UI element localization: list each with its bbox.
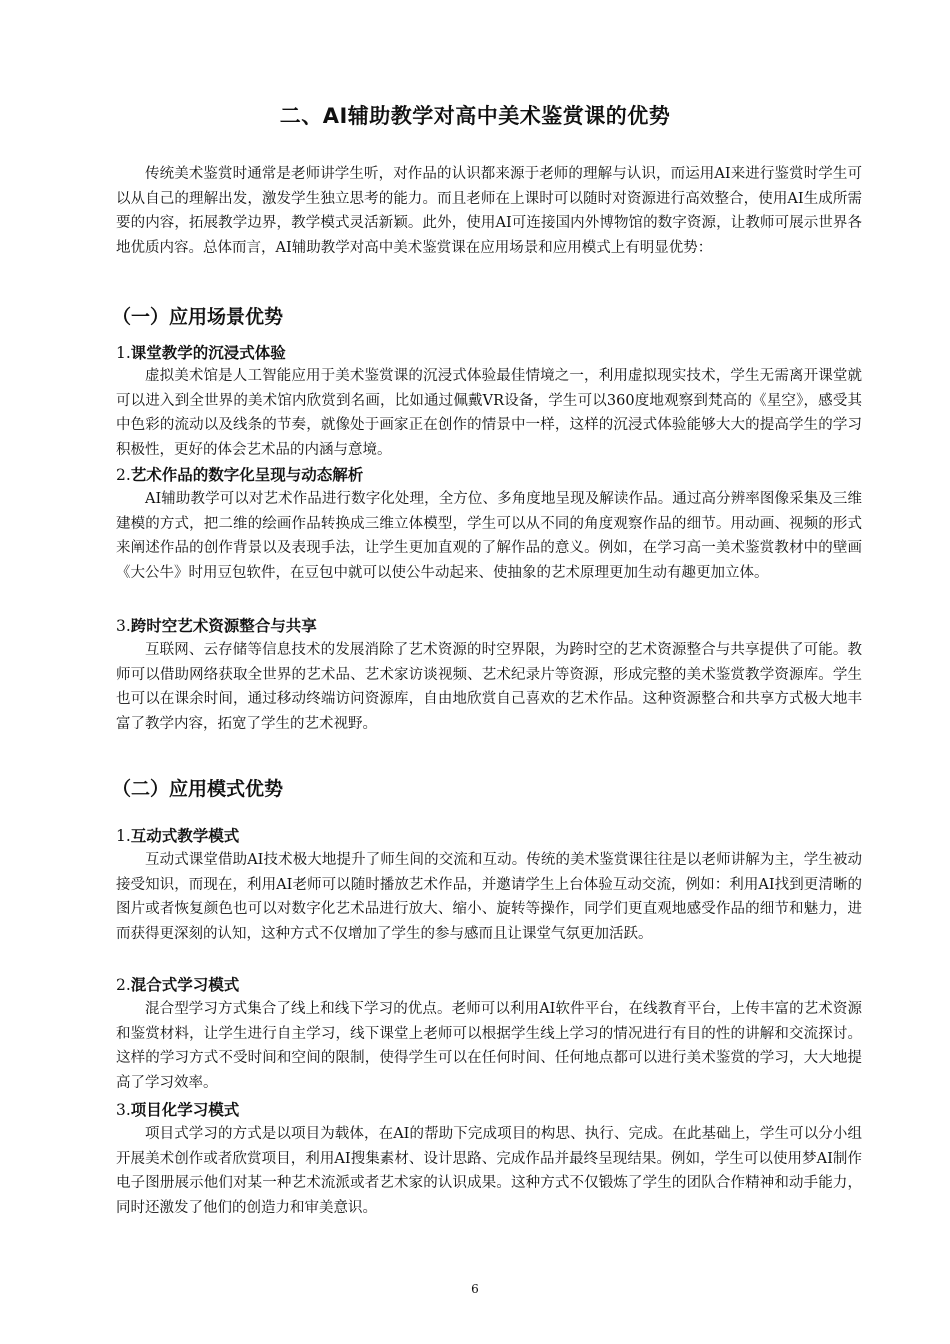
section2-heading: （二）应用模式优势 [112, 778, 284, 800]
item-title: 项目化学习模式 [130, 1101, 240, 1119]
section1-heading: （一）应用场景优势 [112, 306, 284, 328]
item-number: 3. [116, 617, 131, 635]
intro-paragraph: 传统美术鉴赏时通常是老师讲学生听，对作品的认识都来源于老师的理解与认识，而运用AI来进行鉴赏时学生可以从自己的理解出发，激发学生独立思考的能力。而且老师在上课时可以随时对资源进行高效整合，使用AI生成所需要的内容，拓展教学边界，教学模式灵活新颖。此外，使用AI可连接国内外博物馆的数字资源，让教师可展示世界各地优质内容。总体而言，AI辅助教学对高中美术鉴赏课在应用场景和应用模式上有明显优势： [116, 166, 862, 256]
item-title: 跨时空艺术资源整合与共享 [130, 617, 317, 635]
item-title: 混合式学习模式 [130, 976, 240, 994]
section1-item3-heading [116, 614, 317, 636]
item-number: 3. [116, 1101, 131, 1119]
section2-item1-body: 互动式课堂借助AI技术极大地提升了师生间的交流和互动。传统的美术鉴赏课往往是以老师讲解为主，学生被动接受知识，而现在，利用AI老师可以随时播放艺术作品，并邀请学生上台体验互动交流，例如：利用AI找到更清晰的图片或者恢复颜色也可以对数字化艺术品进行放大、缩小、旋转等操作，同学们更直观地感受作品的细节和魅力，进而获得更深刻的认知，这种方式不仅增加了学生的参与感而且让课堂气氛更加活跃。 [116, 852, 862, 942]
item-number: 1. [116, 344, 131, 362]
section2-item2-heading [116, 973, 239, 995]
section2-item1-heading [116, 824, 239, 846]
item-number: 2. [116, 466, 131, 484]
section1-item2-heading [116, 463, 363, 485]
section1-item2-body: AI辅助教学可以对艺术作品进行数字化处理，全方位、多角度地呈现及解读作品。通过高分辨率图像采集及三维建模的方式，把二维的绘画作品转换成三维立体模型，学生可以从不同的角度观察作品的细节。用动画、视频的形式来阐述作品的创作背景以及表现手法，让学生更加直观的了解作品的意义。例如，在学习高一美术鉴赏教材中的壁画《大公牛》时用豆包软件，在豆包中就可以使公牛动起来、使抽象的艺术原理更加生动有趣更加立体。 [116, 491, 862, 581]
page-number: 6 [471, 1282, 479, 1296]
page-title: 二、AI辅助教学对高中美术鉴赏课的优势 [279, 104, 671, 128]
item-title: 艺术作品的数字化呈现与动态解析 [130, 466, 364, 484]
item-number: 2. [116, 976, 131, 994]
section1-item3-body: 互联网、云存储等信息技术的发展消除了艺术资源的时空界限，为跨时空的艺术资源整合与共享提供了可能。教师可以借助网络获取全世界的艺术品、艺术家访谈视频、艺术纪录片等资源，形成完整的美术鉴赏教学资源库。学生也可以在课余时间，通过移动终端访问资源库，自由地欣赏自己喜欢的艺术作品。这种资源整合和共享方式极大地丰富了教学内容，拓宽了学生的艺术视野。 [116, 642, 862, 732]
section1-item1-body: 虚拟美术馆是人工智能应用于美术鉴赏课的沉浸式体验最佳情境之一，利用虚拟现实技术，学生无需离开课堂就可以进入到全世界的美术馆内欣赏到名画，比如通过佩戴VR设备，学生可以360度地观察到梵高的《星空》，感受其中色彩的流动以及线条的节奏，就像处于画家正在创作的情景中一样，这样的沉浸式体验能够大大的提高学生的学习积极性，更好的体会艺术品的内涵与意境。 [116, 368, 862, 458]
section2-item3-heading [116, 1098, 239, 1120]
item-number: 1. [116, 827, 131, 845]
section2-item3-body: 项目式学习的方式是以项目为载体，在AI的帮助下完成项目的构思、执行、完成。在此基础上，学生可以分小组开展美术创作或者欣赏项目，利用AI搜集素材、设计思路、完成作品并最终呈现结果。例如，学生可以使用梦AI制作电子图册展示他们对某一种艺术流派或者艺术家的认识成果。这种方式不仅锻炼了学生的团队合作精神和动手能力，同时还激发了他们的创造力和审美意识。 [116, 1126, 862, 1216]
section1-item1-heading [116, 341, 286, 363]
item-title: 互动式教学模式 [130, 827, 240, 845]
item-title: 课堂教学的沉浸式体验 [130, 344, 286, 362]
section2-item2-body: 混合型学习方式集合了线上和线下学习的优点。老师可以利用AI软件平台，在线教育平台，上传丰富的艺术资源和鉴赏材料，让学生进行自主学习，线下课堂上老师可以根据学生线上学习的情况进行有目的性的讲解和交流探讨。这样的学习方式不受时间和空间的限制，使得学生可以在任何时间、任何地点都可以进行美术鉴赏的学习，大大地提高了学习效率。 [116, 1001, 862, 1091]
